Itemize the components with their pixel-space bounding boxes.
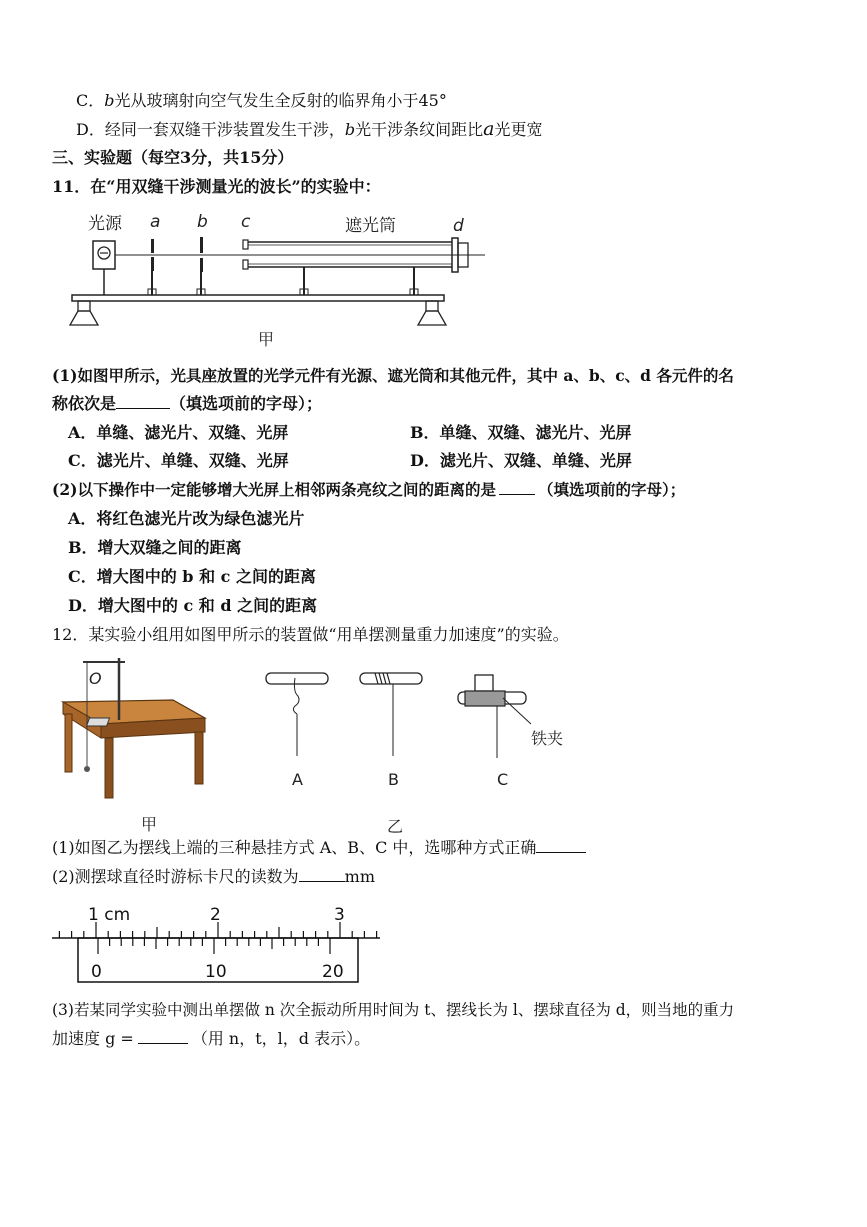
pivot-label: O [89,669,102,688]
main-label-1cm: 1 cm [88,905,131,925]
caption-left: 甲 [141,815,158,834]
option-c [76,91,447,111]
option-text: 光更宽 [494,120,543,139]
pendulum-figure [55,648,595,838]
text: (1)如图乙为摆线上端的三种悬挂方式 A、B、C 中，选哪种方式正确 [52,838,537,857]
q11-stem: 11．在“用双缝干涉测量光的波长”的实验中： [52,177,381,196]
answer-blank [138,1029,188,1044]
q11-p1-option-c: C．滤光片、单缝、双缝、光屏 [68,451,289,470]
q11-part1-line1: (1)如图甲所示，光具座放置的光学元件有光源、遮光筒和其他元件，其中 a、b、c、d 各元件的名 [52,366,734,385]
tube-label: 遮光筒 [345,216,396,236]
unit: mm [344,867,376,886]
q11-p2-option-c: C．增大图中的 b 和 c 之间的距离 [68,567,316,586]
text: 称依次是 [52,394,117,413]
option-letter: D． [76,120,105,139]
q12-part1 [52,838,586,858]
answer-blank [499,480,535,495]
q11-part1-line2 [52,394,322,414]
answer-blank [299,867,345,882]
text: （用 n，t，l，d 表示）。 [191,1029,371,1048]
option-letter: C． [76,91,105,110]
main-label-2: 2 [210,905,221,925]
var-a: a [483,118,495,140]
q12-part3-line1: (3)若某同学实验中测出单摆做 n 次全振动所用时间为 t、摆线长为 l、摆球直径为 d，则当地的重力 [52,1001,735,1019]
q11-p1-option-d: D．滤光片、双缝、单缝、光屏 [410,451,632,470]
vernier-label-10: 10 [205,962,227,982]
light-source-label: 光源 [88,214,122,234]
text: 加速度 g = [52,1029,134,1048]
label-d: d [453,216,464,236]
q12-stem: 12．某实验小组用如图甲所示的装置做“用单摆测量重力加速度”的实验。 [52,625,569,644]
text: （填选项前的字母）； [537,480,686,499]
option-d [76,119,542,140]
clamp-label: 铁夹 [531,729,564,748]
label-A: A [292,770,303,789]
double-slit-apparatus-figure [60,205,500,355]
label-b: b [197,212,208,232]
vernier-caliper-figure [50,898,390,988]
var-b: b [344,120,356,139]
var-b: b [104,91,115,110]
q11-p1-option-b: B．单缝、双缝、滤光片、光屏 [410,423,632,442]
q12-part3-line2 [52,1029,370,1049]
option-text: 光从玻璃射向空气发生全反射的临界角小于45° [114,91,447,110]
q11-p2-option-b: B．增大双缝之间的距离 [68,538,242,557]
q11-p2-option-a: A．将红色滤光片改为绿色滤光片 [68,509,305,528]
q12-part2 [52,867,375,887]
vernier-scale-ticks [98,938,330,954]
vernier-label-20: 20 [322,962,344,982]
main-label-3: 3 [334,905,345,925]
answer-blank [536,838,586,853]
vernier-label-0: 0 [91,962,102,982]
label-B: B [388,770,399,789]
answer-blank [116,394,170,409]
text: (2)以下操作中一定能够增大光屏上相邻两条亮纹之间的距离的是 [52,480,496,499]
label-a: a [150,212,161,232]
caption-right: 乙 [387,817,404,836]
section-heading: 三、实验题（每空3分，共15分） [52,148,294,167]
label-C: C [497,770,509,789]
option-text: 经同一套双缝干涉装置发生干涉， [104,120,345,139]
text: (2)测摆球直径时游标卡尺的读数为 [52,867,299,886]
text: （填选项前的字母）； [170,394,323,413]
label-c: c [241,212,251,232]
q11-p1-option-a: A．单缝、滤光片、双缝、光屏 [68,423,289,442]
option-text: 光干涉条纹间距比 [355,120,484,139]
q11-part2 [52,480,685,500]
q11-p2-option-d: D．增大图中的 c 和 d 之间的距离 [68,596,318,615]
figure-caption: 甲 [258,330,275,349]
